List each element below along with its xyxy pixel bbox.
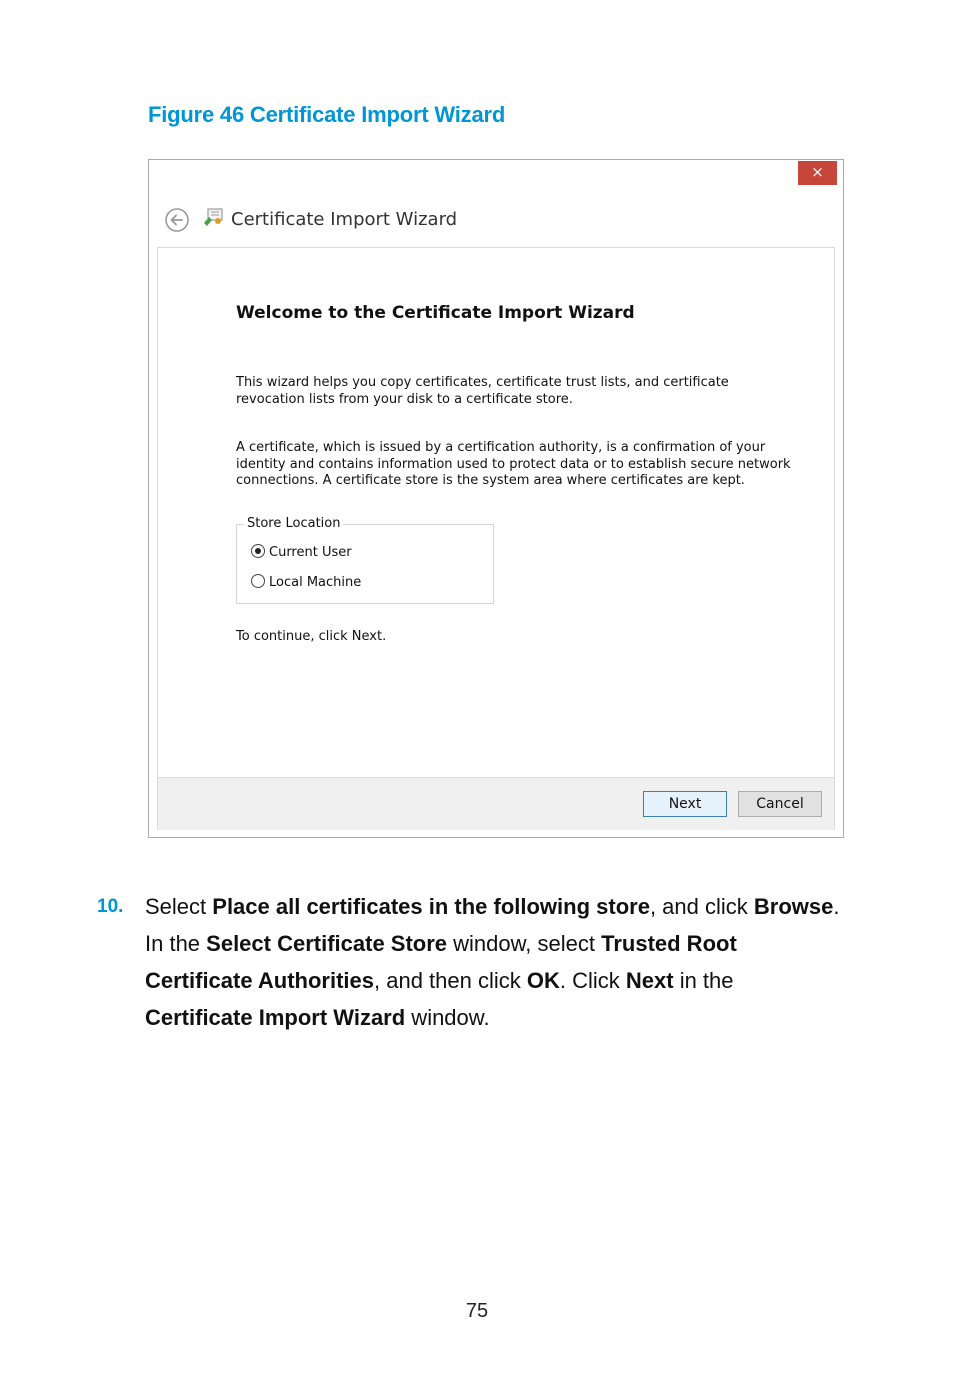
step-text-run: , and then click [374,968,527,993]
step-text [145,888,845,1036]
cancel-button[interactable]: Cancel [738,791,822,817]
next-button[interactable]: Next [643,791,727,817]
wizard-window [148,159,844,838]
step-text-run: . In the [145,894,840,956]
step-text-run: window, select [447,931,602,956]
step-text-run: in the [673,968,734,993]
radio-local-machine[interactable] [251,574,361,591]
wizard-content [157,247,835,777]
certificate-description: A certificate, which is issued by a certification authority, is a confirmation of your identity and contains information used to protect data or to establish secure network connections. A certificate store is the system area where certificates are kept. [236,440,791,488]
figure-caption: Figure 46 Certificate Import Wizard [148,102,506,127]
wizard-title: Certificate Import Wizard [231,209,458,230]
step-bold-run: Next [625,968,674,993]
back-arrow-icon[interactable] [165,208,189,232]
step-bold-run: Place all certificates in the following store [212,894,650,919]
step-bold-run: OK [526,968,560,993]
store-location-label: Store Location [244,516,343,532]
step-text-run: Select [145,894,213,919]
continue-text: To continue, click Next. [236,629,387,644]
step-text-run: , and click [649,894,754,919]
close-button[interactable] [798,161,837,185]
intro-paragraph: This wizard helps you copy certificates, certificate trust lists, and certificate revocation lists from your disk to a certificate store. [236,375,729,407]
radio-current-user-label: Current User [269,545,352,560]
wizard-footer [157,777,835,830]
radio-local-machine-label: Local Machine [269,575,362,590]
step-number: 10. [97,896,124,917]
radio-selected-icon[interactable] [251,544,265,558]
page-number: 75 [465,1300,489,1322]
step-text-run: window. [405,1005,490,1030]
step-bold-run: Browse [753,894,834,919]
radio-current-user[interactable] [251,544,352,561]
step-bold-run: Certificate Import Wizard [145,1005,406,1030]
welcome-heading: Welcome to the Certificate Import Wizard [236,303,635,323]
radio-unselected-icon[interactable] [251,574,265,588]
step-text-run: . Click [559,968,626,993]
certificate-icon [203,206,225,228]
close-icon: × [811,163,824,181]
step-bold-run: Trusted Root Certificate Authorities [145,931,737,993]
step-bold-run: Select Certificate Store [206,931,448,956]
wizard-header [149,198,843,246]
store-location-group [236,516,494,604]
